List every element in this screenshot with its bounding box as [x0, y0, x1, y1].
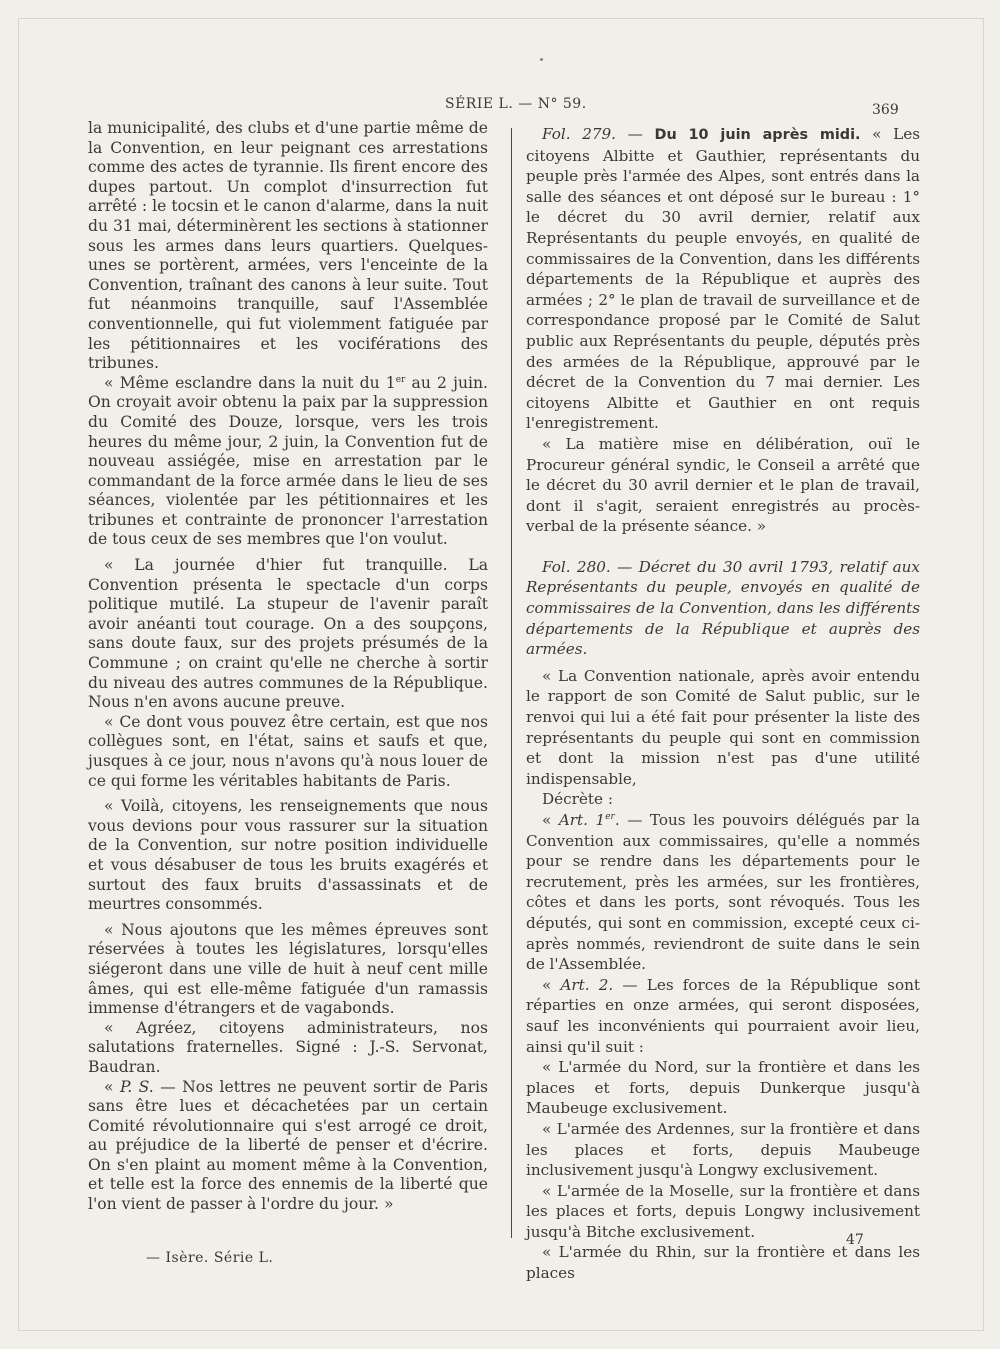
right-column	[526, 124, 920, 1284]
paragraph: « Ce dont vous pouvez être certain, est que nos collègues sont, en l'état, sains et saufs et que, jusques à ce jour, nous n'avons qu'à nous louer de ce qui forme les véritables habitants de Paris.	[88, 712, 488, 790]
article-1: « Art. 1er. — Tous les pouvoirs délégués par la Convention aux commissaires, qu'elle a nommés pour se rendre dans les départements pour le recrutement, près les armées, sur les frontières, côtes et dans les ports, sont révoqués. Tous les députés, qui sont en commission, excepté ceux ci-après nommés, reviendront de suite dans le sein de l'Assemblée.	[526, 811, 920, 974]
speck	[540, 58, 543, 61]
decree-label: Décrète :	[542, 790, 613, 809]
paragraph: la municipalité, des clubs et d'une partie même de la Convention, en leur peignant ces arrestations comme des actes de tyrannie. Ils firent encore des dupes partout. Un complot d'insurrection fut arrêté : le tocsin et le canon d'alarme, dans la nuit du 31 mai, déterminèrent les sections à stationner sous les armes dans leurs quartiers. Quelques-unes se portèrent, armées, vers l'enceinte de la Convention, traînant des canons à leur suite. Tout fut néanmoins tranquille, sauf l'Assemblée conventionnelle, qui fut violemment fatiguée par les pétitionnaires et les vociférations des tribunes.	[88, 119, 488, 373]
folio-280-heading: Fol. 280. — Décret du 30 avril 1793, relatif aux Représentants du peuple, envoyés en qualité de commissaires de la Convention, dans les différents départements de la République et auprès des armées.	[526, 557, 920, 659]
article-2: « Art. 2. — Les forces de la République sont réparties en onze armées, qui seront disposées, sauf les inconvénients qui pourraient avoir lieu, ainsi qu'il suit :	[526, 975, 920, 1056]
army-ardennes: « L'armée des Ardennes, sur la frontière et dans les places et forts, depuis Maubeuge inclusivement jusqu'à Longwy exclusivement.	[526, 1119, 920, 1180]
folio-279-entry: Fol. 279. — Du 10 juin après midi. « Les citoyens Albitte et Gauthier, représentants du peuple près l'armée des Alpes, sont entrés dans la salle des séances et ont déposé sur le bureau : 1° le décret du 30 avril dernier, relatif aux Représentants du peuple envoyés, en qualité de commissaires de la Convention, dans les différents départements de la République et auprès des armées ; 2° le plan de travail de surveillance et de correspondance proposé par le Comité de Salut public aux Représentants du peuple, députés près des armées de la République, approuvé par le décret de la Convention du 7 mai dernier. Les citoyens Albitte et Gauthier en ont requis l'enregistrement.	[526, 125, 920, 433]
running-header: SÉRIE L. — N° 59.	[445, 96, 587, 112]
paragraph: « Même esclandre dans la nuit du 1er au 2 juin. On croyait avoir obtenu la paix par la suppression du Comité des Douze, lorsque, vers les trois heures du même jour, 2 juin, la Convention fut de nouveau assiégée, mise en arrestation par le commandant de la force armée dans le lieu de ses séances, violentée par les pétitionnaires et les tribunes et contrainte de prononcer l'arrestation de tous ceux de ses membres que l'on voulut.	[88, 373, 488, 549]
army-moselle: « L'armée de la Moselle, sur la frontière et dans les places et forts, depuis Longwy inclusivement jusqu'à Bitche exclusivement.	[526, 1181, 920, 1241]
page-number: 369	[872, 102, 899, 118]
paragraph: « Agréez, citoyens administrateurs, nos salutations fraternelles. Signé : J.-S. Servonat, Baudran.	[88, 1018, 488, 1076]
paragraph: « Nous ajoutons que les mêmes épreuves sont réservées à toutes les législatures, lorsqu'elles siégeront dans une ville de huit à neuf cent mille âmes, qui est elle-même fatiguée d'un ramassis immense d'étrangers et de vagabonds.	[88, 920, 488, 1018]
paragraph: « La journée d'hier fut tranquille. La Convention présenta le spectacle d'un corps politique mutilé. La stupeur de l'avenir paraît avoir anéanti tout courage. On a des soupçons, sans doute faux, sur des projets présumés de la Commune ; on craint qu'elle ne cherche à sortir du niveau des autres communes de la République. Nous n'en avons aucune preuve.	[88, 556, 488, 712]
paragraph: « P. S. — Nos lettres ne peuvent sortir de Paris sans être lues et décachetées par un certain Comité révolutionnaire qui s'est arrogé ce droit, au préjudice de la liberté de penser et d'écrire. On s'en plaint au moment même à la Convention, et telle est la force des ennemis de la liberté que l'on vient de passer à l'ordre du jour. »	[88, 1077, 489, 1214]
army-nord: « L'armée du Nord, sur la frontière et dans les places et forts, depuis Dunkerque jusqu'à Maubeuge exclusivement.	[526, 1058, 920, 1118]
paragraph: « Voilà, citoyens, les renseignements que nous vous devions pour vous rassurer sur la situation de la Convention, sur notre position individuelle et vous désabuser de tous les bruits exagérés et surtout des faux bruits d'assassinats et de meurtres consommés.	[88, 797, 488, 914]
footer-series: — Isère. Série L.	[146, 1250, 274, 1266]
paragraph: « La matière mise en délibération, ouï le Procureur général syndic, le Conseil a arrêté que le décret du 30 avril dernier et le plan de travail, dont il s'agit, seraient enregistrés au procès-verbal de la présente séance. »	[526, 434, 920, 536]
left-column	[88, 119, 488, 1215]
paragraph: « La Convention nationale, après avoir entendu le rapport de son Comité de Salut public, sur le renvoi qui lui a été fait pour présenter la liste des représentants du peuple qui sont en commission et dont la mission n'est pas d'une utilité indispensable,	[526, 666, 920, 788]
column-divider	[511, 128, 512, 1238]
signature-mark: 47	[846, 1232, 864, 1248]
army-rhin: « L'armée du Rhin, sur la frontière et dans les places	[526, 1243, 920, 1283]
